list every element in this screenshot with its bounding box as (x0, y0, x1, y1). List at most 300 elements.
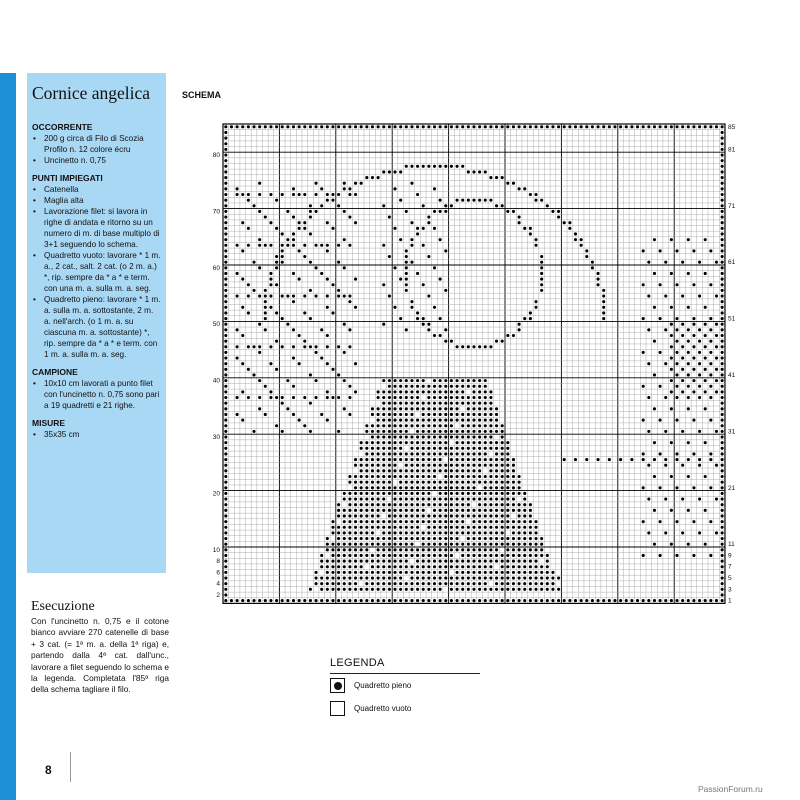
filled-square (422, 379, 425, 382)
filled-square (393, 441, 396, 444)
filled-square (613, 125, 616, 128)
filled-square (224, 503, 227, 506)
filled-square (405, 407, 408, 410)
filled-square (709, 362, 712, 365)
filled-square (275, 227, 278, 230)
filled-square (439, 379, 442, 382)
filled-square (687, 373, 690, 376)
filled-square (501, 125, 504, 128)
filled-square (450, 125, 453, 128)
filled-square (681, 345, 684, 348)
filled-square (303, 294, 306, 297)
filled-square (472, 413, 475, 416)
filled-square (444, 582, 447, 585)
filled-square (224, 385, 227, 388)
filled-square (563, 221, 566, 224)
filled-square (410, 475, 413, 478)
filled-square (495, 514, 498, 517)
filled-square (704, 323, 707, 326)
filled-square (478, 441, 481, 444)
filled-square (371, 509, 374, 512)
filled-square (664, 328, 667, 331)
filled-square (365, 526, 368, 529)
filled-square (388, 560, 391, 563)
filled-square (501, 543, 504, 546)
filled-square (704, 306, 707, 309)
filled-square (427, 216, 430, 219)
filled-square (484, 407, 487, 410)
filled-square (337, 509, 340, 512)
filled-square (382, 503, 385, 506)
list-item: • Quadretto pieno: lavorare * 1 m. a. sulla m. a. sottostante, 2 m. a. nell'arch. (o 1 m. a. su ciascuna m. a. sottostante) *, rip. sempre da * a * e term. con 1 m. a. sulla m. a. seg. (32, 294, 161, 360)
filled-square (478, 458, 481, 461)
filled-square (405, 537, 408, 540)
filled-square (393, 424, 396, 427)
filled-square (360, 576, 363, 579)
filled-square (721, 571, 724, 574)
filled-square (224, 531, 227, 534)
filled-square (337, 588, 340, 591)
filled-square (399, 565, 402, 568)
filled-square (721, 238, 724, 241)
filled-square (444, 554, 447, 557)
filled-square (709, 125, 712, 128)
filled-square (534, 531, 537, 534)
filled-square (450, 407, 453, 410)
filled-square (670, 345, 673, 348)
filled-square (365, 509, 368, 512)
filled-square (534, 548, 537, 551)
row-label-left: 20 (212, 490, 220, 498)
filled-square (523, 531, 526, 534)
filled-square (444, 447, 447, 450)
filled-square (512, 475, 515, 478)
page-divider (70, 752, 71, 782)
filled-square (709, 328, 712, 331)
filled-square (377, 413, 380, 416)
filled-square (405, 588, 408, 591)
filled-square (422, 520, 425, 523)
filled-square (224, 187, 227, 190)
filled-square (484, 396, 487, 399)
filled-square (360, 503, 363, 506)
filled-square (495, 458, 498, 461)
filled-square (540, 272, 543, 275)
filled-square (439, 514, 442, 517)
filled-square (371, 486, 374, 489)
filled-square (518, 520, 521, 523)
filled-square (371, 430, 374, 433)
filled-square (540, 125, 543, 128)
filled-square (315, 396, 318, 399)
filled-square (315, 210, 318, 213)
filled-square (410, 413, 413, 416)
filled-square (371, 447, 374, 450)
filled-square (315, 576, 318, 579)
filled-square (224, 407, 227, 410)
filled-square (360, 537, 363, 540)
filled-square (416, 447, 419, 450)
filled-square (360, 509, 363, 512)
filled-square (523, 571, 526, 574)
filled-square (512, 576, 515, 579)
filled-square (405, 498, 408, 501)
filled-square (478, 588, 481, 591)
filled-square (354, 464, 357, 467)
filled-square (377, 582, 380, 585)
filled-square (681, 261, 684, 264)
filled-square (484, 520, 487, 523)
filled-square (523, 588, 526, 591)
filled-square (247, 311, 250, 314)
filled-square (721, 430, 724, 433)
filled-square (721, 170, 724, 173)
filled-square (444, 210, 447, 213)
filled-square (597, 599, 600, 602)
filled-square (518, 187, 521, 190)
filled-square (337, 548, 340, 551)
filled-square (393, 464, 396, 467)
row-label-left: 8 (216, 558, 220, 566)
filled-square (721, 300, 724, 303)
filled-square (642, 317, 645, 320)
filled-square (495, 413, 498, 416)
filled-square (687, 458, 690, 461)
filled-square (365, 543, 368, 546)
filled-square (461, 435, 464, 438)
filled-square (675, 283, 678, 286)
filled-square (343, 492, 346, 495)
filled-square (343, 210, 346, 213)
filled-square (704, 368, 707, 371)
filled-square (692, 379, 695, 382)
filled-square (410, 481, 413, 484)
filled-square (382, 435, 385, 438)
filled-square (377, 125, 380, 128)
filled-square (348, 554, 351, 557)
filled-square (495, 560, 498, 563)
filled-square (303, 345, 306, 348)
filled-square (450, 531, 453, 534)
filled-square (410, 531, 413, 534)
filled-square (506, 576, 509, 579)
filled-square (410, 464, 413, 467)
filled-square (461, 419, 464, 422)
filled-square (388, 402, 391, 405)
filled-square (422, 537, 425, 540)
filled-square (721, 413, 724, 416)
filled-square (354, 390, 357, 393)
filled-square (692, 599, 695, 602)
filled-square (382, 537, 385, 540)
filled-square (252, 289, 255, 292)
list-item: • Uncinetto n. 0,75 (32, 155, 161, 166)
filled-square (518, 571, 521, 574)
filled-square (348, 328, 351, 331)
filled-square (467, 509, 470, 512)
execution-block (31, 599, 169, 696)
filled-square (416, 227, 419, 230)
filled-square (444, 340, 447, 343)
filled-square (224, 334, 227, 337)
filled-square (399, 514, 402, 517)
filled-square (281, 244, 284, 247)
filled-square (664, 294, 667, 297)
filled-square (405, 565, 408, 568)
filled-square (354, 537, 357, 540)
row-label-left: 80 (212, 152, 220, 160)
filled-square (393, 458, 396, 461)
filled-square (416, 402, 419, 405)
filled-square (337, 289, 340, 292)
filled-square (382, 396, 385, 399)
filled-square (224, 125, 227, 128)
filled-square (472, 435, 475, 438)
filled-square (619, 458, 622, 461)
filled-square (337, 554, 340, 557)
filled-square (348, 509, 351, 512)
filled-square (416, 317, 419, 320)
filled-square (518, 323, 521, 326)
filled-square (495, 475, 498, 478)
filled-square (393, 170, 396, 173)
filled-square (275, 368, 278, 371)
filled-square (264, 294, 267, 297)
filled-square (721, 390, 724, 393)
filled-square (354, 582, 357, 585)
filled-square (484, 571, 487, 574)
filled-square (269, 283, 272, 286)
filled-square (309, 125, 312, 128)
filled-square (348, 560, 351, 563)
filled-square (653, 543, 656, 546)
filled-square (348, 193, 351, 196)
filled-square (670, 323, 673, 326)
filled-square (343, 379, 346, 382)
filled-square (478, 560, 481, 563)
filled-square (608, 599, 611, 602)
filled-square (467, 419, 470, 422)
filled-square (518, 509, 521, 512)
filled-square (416, 232, 419, 235)
filled-square (382, 498, 385, 501)
filled-square (692, 323, 695, 326)
filled-square (529, 543, 532, 546)
filled-square (563, 599, 566, 602)
filled-square (529, 560, 532, 563)
filled-square (382, 413, 385, 416)
filled-square (721, 548, 724, 551)
filled-square (461, 441, 464, 444)
filled-square (534, 582, 537, 585)
filled-square (461, 402, 464, 405)
filled-square (602, 300, 605, 303)
filled-square (388, 526, 391, 529)
filled-square (360, 543, 363, 546)
filled-square (399, 390, 402, 393)
filled-square (444, 503, 447, 506)
filled-square (388, 430, 391, 433)
filled-square (377, 599, 380, 602)
filled-square (698, 464, 701, 467)
filled-square (681, 125, 684, 128)
filled-square (501, 498, 504, 501)
filled-square (354, 509, 357, 512)
filled-square (224, 447, 227, 450)
filled-square (456, 509, 459, 512)
filled-square (721, 165, 724, 168)
filled-square (523, 560, 526, 563)
legend-empty-label: Quadretto vuoto (354, 704, 412, 713)
filled-square (456, 447, 459, 450)
filled-square (416, 554, 419, 557)
filled-square (303, 193, 306, 196)
filled-square (472, 469, 475, 472)
row-label-left: 10 (212, 546, 220, 554)
filled-square (410, 424, 413, 427)
filled-square (427, 486, 430, 489)
filled-square (681, 323, 684, 326)
filled-square (529, 582, 532, 585)
filled-square (484, 385, 487, 388)
filled-square (721, 514, 724, 517)
filled-square (506, 441, 509, 444)
filled-square (416, 424, 419, 427)
filled-square (348, 514, 351, 517)
filled-square (534, 588, 537, 591)
filled-square (224, 165, 227, 168)
filled-square (484, 430, 487, 433)
filled-square (489, 543, 492, 546)
filled-square (360, 464, 363, 467)
filled-square (433, 424, 436, 427)
filled-square (405, 481, 408, 484)
filled-square (427, 413, 430, 416)
execution-text: Con l'uncinetto n. 0,75 e il cotone bianco avviare 270 catenelle di base + 3 cat. (= 1ª m. a. della 1ª riga) e, partendo dalla 4ª cat. dall'unc., lavorare a filet seguendo lo schema e la legenda. Completata l'85ª riga della schema tagliare il filo. (31, 616, 169, 695)
filled-square (647, 531, 650, 534)
filled-square (320, 187, 323, 190)
filled-square (405, 272, 408, 275)
filled-square (523, 503, 526, 506)
filled-square (326, 345, 329, 348)
filled-square (292, 345, 295, 348)
filled-square (484, 576, 487, 579)
filled-square (236, 193, 239, 196)
filled-square (484, 543, 487, 546)
filled-square (518, 328, 521, 331)
filled-square (461, 576, 464, 579)
filled-square (365, 588, 368, 591)
filled-square (360, 498, 363, 501)
execution-title: Esecuzione (31, 599, 95, 614)
filled-square (439, 537, 442, 540)
filled-square (585, 255, 588, 258)
filled-square (456, 537, 459, 540)
filled-square (433, 402, 436, 405)
filled-square (506, 452, 509, 455)
filled-square (399, 379, 402, 382)
filled-square (416, 526, 419, 529)
filled-square (506, 543, 509, 546)
filled-square (224, 396, 227, 399)
filled-square (518, 588, 521, 591)
filled-square (721, 216, 724, 219)
filled-square (264, 413, 267, 416)
filled-square (501, 204, 504, 207)
filled-square (309, 216, 312, 219)
filled-square (721, 582, 724, 585)
filled-square (456, 548, 459, 551)
filled-square (495, 452, 498, 455)
filled-square (433, 543, 436, 546)
filled-square (704, 379, 707, 382)
filled-square (298, 227, 301, 230)
filled-square (433, 413, 436, 416)
filled-square (456, 520, 459, 523)
filled-square (427, 435, 430, 438)
filled-square (388, 520, 391, 523)
filled-square (410, 300, 413, 303)
filled-square (506, 475, 509, 478)
filled-square (489, 565, 492, 568)
filled-square (636, 599, 639, 602)
filled-square (354, 520, 357, 523)
filled-square (326, 576, 329, 579)
filled-square (354, 526, 357, 529)
filled-square (506, 526, 509, 529)
filled-square (427, 125, 430, 128)
filled-square (450, 402, 453, 405)
filled-square (224, 159, 227, 162)
filled-square (224, 261, 227, 264)
filled-square (365, 469, 368, 472)
filled-square (450, 503, 453, 506)
filled-square (484, 199, 487, 202)
filled-square (721, 153, 724, 156)
filled-square (360, 520, 363, 523)
filled-square (478, 199, 481, 202)
filled-square (427, 458, 430, 461)
filled-square (405, 469, 408, 472)
filled-square (687, 351, 690, 354)
filled-square (704, 407, 707, 410)
filled-square (467, 469, 470, 472)
filled-square (326, 294, 329, 297)
filled-square (348, 300, 351, 303)
filled-square (281, 430, 284, 433)
filled-square (388, 255, 391, 258)
filled-square (456, 486, 459, 489)
filled-square (450, 481, 453, 484)
filled-square (343, 560, 346, 563)
filled-square (433, 554, 436, 557)
filled-square (456, 543, 459, 546)
filled-square (365, 492, 368, 495)
filled-square (450, 430, 453, 433)
filled-square (236, 294, 239, 297)
filled-square (478, 492, 481, 495)
filled-square (444, 249, 447, 252)
filled-square (382, 571, 385, 574)
filled-square (269, 362, 272, 365)
filled-square (422, 565, 425, 568)
filled-square (388, 396, 391, 399)
filled-square (512, 526, 515, 529)
filled-square (399, 458, 402, 461)
filled-square (422, 458, 425, 461)
filled-square (506, 548, 509, 551)
filled-square (681, 294, 684, 297)
